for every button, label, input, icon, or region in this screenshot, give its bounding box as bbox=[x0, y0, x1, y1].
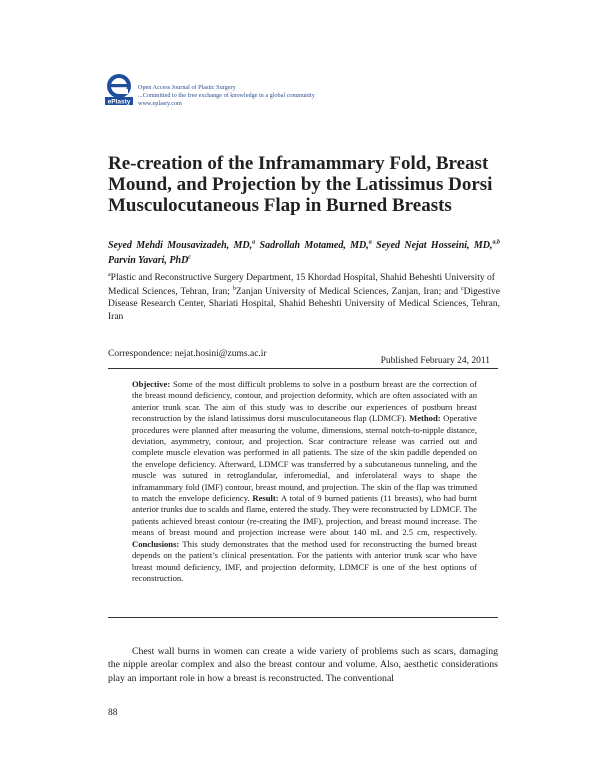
eplasty-logo-icon bbox=[104, 72, 134, 106]
author-name: Sadrollah Motamed, MD, bbox=[259, 240, 369, 251]
logo-wordmark: ePlasty bbox=[107, 98, 131, 106]
abstract-result: A total of 9 burned patients (11 breasts), who had burnt anterior trunks due to scalds and flame, entered the study. They were reconstructed by LDMCF. The patients achieved breast contour (re-creating the IMF), projection, and breast mound increase. The means of breast mound and projection increase were about 140 mL and 2.5 cm, respectively. bbox=[132, 493, 477, 538]
abstract-conclusions-label: Conclusions: bbox=[132, 538, 180, 549]
abstract-objective: Some of the most difficult problems to solve in a postburn breast are the correction of the breast mound deficiency, contour, and projection deformity, which are often associated with an anterior trunk scar. The aim of this study was to describe our experiences of postburn breast reconstruction by the island latissimus dorsi musculocutaneous flap (LDMCF). bbox=[132, 379, 477, 424]
author-name: Seyed Nejat Hosseini, MD, bbox=[376, 240, 493, 251]
eplasty-logo bbox=[104, 72, 134, 106]
published-date: Published February 24, 2011 bbox=[380, 356, 490, 366]
journal-tagline: ...Committed to the free exchange of knowledge in a global community bbox=[138, 92, 315, 99]
divider bbox=[108, 368, 498, 369]
author-superscript: a,b bbox=[492, 239, 501, 246]
abstract bbox=[132, 379, 477, 584]
abstract-method: Operative procedures were planned after measuring the volume, dimensions, sternal notch-to-nipple distance, deviation, asymmetry, contour, and projection. Scar contracture release was carried out and complete muscle elevation was performed in all patients. The size of the skin paddle depended on the envelope deficiency. Afterward, LDMCF was transferred by a subcutaneous tunneling, and the muscle was sutured in retroglandular, inferomedial, and inferolateral ways to shape the inframammary fold (IMF) contour, breast mound, and projection. The skin of the flap was trimmed to match the envelope deficiency. bbox=[132, 413, 477, 504]
author-list bbox=[108, 238, 500, 268]
affiliations bbox=[108, 272, 500, 325]
journal-name: Open Access Journal of Plastic Surgery bbox=[138, 84, 236, 91]
abstract-conclusions: This study demonstrates that the method used for reconstructing the burned breast depends on the patient’s clinical presentation. For the patients with anterior trunk scar who have breast mound deficiency, IMF, and projection deformity, LDMCF is one of the best options of reconstruction. bbox=[132, 538, 477, 583]
affiliation: $^a$Plastic and Reconstructive Surgery Department, 15 Khordad Hospital, Shahid Beheshti University of bbox=[108, 271, 495, 283]
abstract-method-label: Method: bbox=[409, 413, 441, 424]
affiliation: Medical Sciences, Tehran, Iran; $^b$Zanjan University of Medical Sciences, Zanjan, Iran; and $^c$Digestive Disease Research Center, Shariati Hospital, Shahid Beheshti University of Medical Sciences, Tehran, Iran bbox=[108, 286, 500, 322]
article-title: Re-creation of the Inframammary Fold, Breast Mound, and Projection by the Latissimus Dorsi Musculocutaneous Flap in Burned Breasts bbox=[108, 153, 493, 216]
body-paragraph: Chest wall burns in women can create a wide variety of problems such as scars, damaging the nipple areolar complex and also the breast contour and volume. Also, aesthetic considerations play an important role in how a breast is reconstructed. The conventional bbox=[108, 646, 498, 684]
page-number: 88 bbox=[108, 708, 118, 718]
journal-header bbox=[138, 84, 315, 108]
author-name: Seyed Mehdi Mousavizadeh, MD, bbox=[108, 240, 253, 251]
author-name: Parvin Yavari, PhD bbox=[108, 255, 189, 266]
author-superscript: c bbox=[188, 254, 191, 261]
divider bbox=[108, 617, 498, 618]
abstract-objective-label: Objective: bbox=[132, 379, 171, 389]
author-superscript: a bbox=[368, 239, 372, 246]
correspondence: Correspondence: nejat.hosini@zums.ac.ir bbox=[108, 349, 267, 359]
journal-url[interactable]: www.eplasty.com bbox=[138, 100, 182, 107]
abstract-result-label: Result: bbox=[252, 493, 279, 504]
author-superscript: a bbox=[252, 239, 256, 246]
